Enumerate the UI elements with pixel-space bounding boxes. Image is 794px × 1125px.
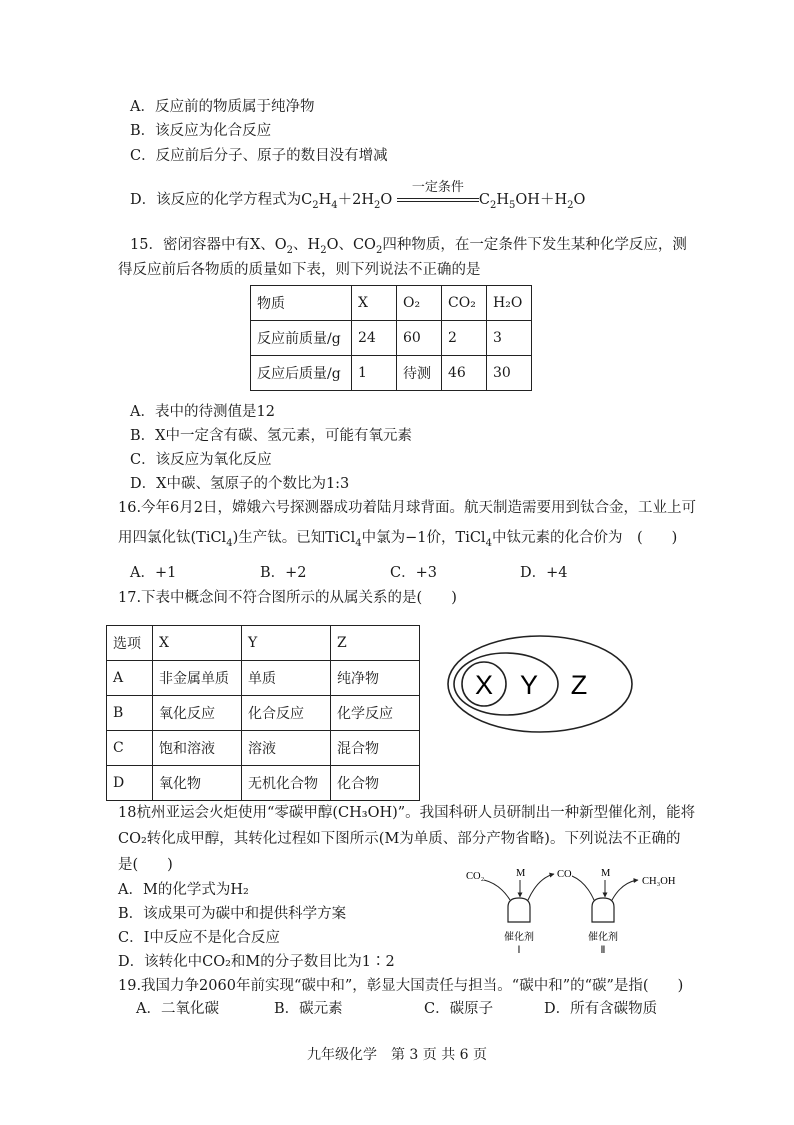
co-label: CO: [557, 869, 572, 880]
q14-option-d-prefix: D．该反应的化学方程式为C: [130, 192, 313, 208]
table-row: [107, 696, 420, 731]
q18-stem-line1: 18杭州亚运会火炬使用“零碳甲醇(CH₃OH)”。我国科研人员研制出一种新型催化剂，能将: [118, 805, 696, 821]
q17-stem: 17.下表中概念间不符合图所示的从属关系的是( ): [118, 590, 457, 606]
table-row: [107, 661, 420, 696]
m1-label: M: [516, 868, 526, 879]
co-outflow-arrow: [528, 874, 554, 900]
q15-option-a: A．表中的待测值是12: [130, 404, 275, 420]
table-cell: 30: [487, 356, 532, 391]
condition-arrow: [397, 180, 479, 210]
reaction-condition: 一定条件: [411, 180, 464, 195]
catalyst-i-number: Ⅰ: [517, 945, 521, 956]
catalyst-conversion-diagram: [460, 860, 710, 960]
table-header-cell: 物质: [251, 286, 352, 321]
table-row: [107, 766, 420, 801]
table-header-cell: X: [352, 286, 397, 321]
table-row: [107, 731, 420, 766]
table-cell: 非金属单质: [153, 661, 242, 696]
q16-stem-line1: 16.今年6月2日，嫦娥六号探测器成功着陆月球背面。航天制造需要用到钛合金，工业上可: [118, 500, 697, 516]
q18-option-b: B．该成果可为碳中和提供科学方案: [118, 906, 347, 922]
table-header-cell: X: [153, 626, 242, 661]
table-cell: 溶液: [242, 731, 331, 766]
q15-option-d: D．X中碳、氢原子的个数比为1:3: [130, 476, 350, 492]
table-header-cell: H₂O: [487, 286, 532, 321]
m2-label: M: [601, 868, 611, 879]
table-cell: 混合物: [331, 731, 420, 766]
q17-concept-table: [106, 625, 420, 801]
q16-option-d: D．+4: [520, 565, 568, 581]
q19-stem: 19.我国力争2060年前实现“碳中和”，彰显大国责任与担当。“碳中和”的“碳”是指( ): [118, 978, 684, 994]
table-header-cell: Y: [242, 626, 331, 661]
q15-mass-table: [250, 285, 532, 391]
q16-option-c: C．+3: [390, 565, 437, 581]
catalyst-i-label: 催化剂: [504, 932, 534, 943]
q19-option-c: C．碳原子: [424, 1001, 494, 1017]
q14-option-d: D．该反应的化学方程式为$C_2H_4+2H_2O$ 一定条件 $C_2H_5OH+H_2O$: [130, 180, 586, 211]
catalyst-ii-vessel: [592, 898, 614, 922]
co-inflow-arrow: [572, 876, 594, 900]
table-cell: D: [107, 766, 153, 801]
table-row: [107, 626, 420, 661]
x-label: X: [474, 670, 494, 700]
q18-option-a: A．M的化学式为H₂: [118, 882, 249, 898]
q16-options: [130, 563, 650, 583]
q15-option-b: B．X中一定含有碳、氢元素，可能有氧元素: [130, 428, 412, 444]
xyz-nesting-diagram: [440, 628, 640, 740]
catalyst-ii-number: Ⅱ: [600, 945, 606, 956]
q19-option-b: B．碳元素: [274, 1001, 343, 1017]
table-cell: 化合反应: [242, 696, 331, 731]
table-cell: 化学反应: [331, 696, 420, 731]
table-cell: 饱和溶液: [153, 731, 242, 766]
table-cell: 2: [442, 321, 487, 356]
table-cell: 3: [487, 321, 532, 356]
table-cell: 单质: [242, 661, 331, 696]
table-cell: 反应后质量/g: [251, 356, 352, 391]
q18-stem-line3: 是( ): [118, 857, 173, 873]
table-cell: C: [107, 731, 153, 766]
q15-option-c: C．该反应为氧化反应: [130, 452, 272, 468]
q14-option-b: B．该反应为化合反应: [130, 123, 272, 139]
q15-stem: 15．密闭容器中有X、$O_2$、$H_2O$、$CO_2$四种物质，在一定条件下发生某种化学反应，测: [130, 237, 687, 256]
table-cell: 待测: [397, 356, 442, 391]
q16-option-a: A．+1: [130, 565, 177, 581]
table-header-cell: 选项: [107, 626, 153, 661]
page-footer: 九年级化学 第 3 页 共 6 页: [306, 1047, 488, 1063]
table-cell: 24: [352, 321, 397, 356]
q16-option-b: B．+2: [260, 565, 307, 581]
catalyst-i-vessel: [508, 898, 530, 922]
table-header-cell: CO₂: [442, 286, 487, 321]
table-row: [251, 286, 532, 321]
co2-inflow-arrow: [484, 880, 510, 900]
y-label: Y: [519, 670, 539, 700]
table-cell: 氧化物: [153, 766, 242, 801]
q18-option-d: D．该转化中CO₂和M的分子数目比为1∶2: [118, 954, 395, 970]
catalyst-ii-label: 催化剂: [588, 932, 618, 943]
q18-option-c: C．Ⅰ中反应不是化合反应: [118, 930, 280, 946]
co2-label: CO₂: [466, 871, 485, 882]
table-cell: 纯净物: [331, 661, 420, 696]
q18-stem-line2: CO₂转化成甲醇，其转化过程如下图所示(M为单质、部分产物省略)。下列说法不正确的: [118, 831, 681, 847]
q15-stem-line2: 得反应前后各物质的质量如下表，则下列说法不正确的是: [118, 262, 481, 278]
table-row: [251, 321, 532, 356]
table-cell: 氧化反应: [153, 696, 242, 731]
q19-option-a: A．二氧化碳: [136, 1001, 219, 1017]
table-cell: A: [107, 661, 153, 696]
table-header-cell: O₂: [397, 286, 442, 321]
q19-options: [136, 999, 657, 1019]
table-cell: 60: [397, 321, 442, 356]
q16-stem-line2: 用四氯化钛(TiCl$_4$)生产钛。已知TiCl$_4$中氯为−1价，TiCl$_4$中钛元素的化合价为 ( ): [118, 530, 678, 549]
table-cell: 1: [352, 356, 397, 391]
q19-option-d: D．所有含碳物质: [544, 1001, 658, 1017]
table-cell: 化合物: [331, 766, 420, 801]
table-cell: 反应前质量/g: [251, 321, 352, 356]
q14-option-c: C．反应前后分子、原子的数目没有增减: [130, 148, 388, 164]
table-cell: B: [107, 696, 153, 731]
table-cell: 无机化合物: [242, 766, 331, 801]
z-label: Z: [570, 670, 588, 700]
table-cell: 46: [442, 356, 487, 391]
table-row: [251, 356, 532, 391]
ch3oh-label: CH₃OH: [642, 876, 676, 887]
table-header-cell: Z: [331, 626, 420, 661]
ch3oh-outflow-arrow: [612, 880, 638, 900]
q14-option-a: A．反应前的物质属于纯净物: [130, 99, 315, 115]
